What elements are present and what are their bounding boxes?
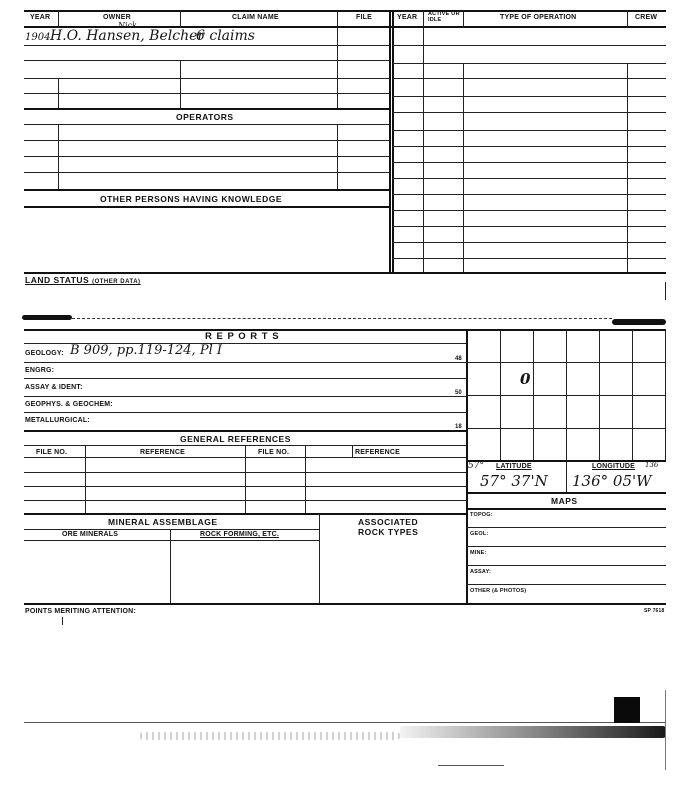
- land-status-sublabel: (OTHER DATA): [92, 279, 141, 285]
- associated-label-2: ROCK TYPES: [358, 527, 419, 537]
- longitude-degree-note: 136: [645, 461, 659, 469]
- scan-speckle: [140, 732, 400, 740]
- header-year: YEAR: [30, 14, 51, 21]
- entry-claims: 6 claims: [196, 28, 255, 44]
- mineral-assemblage-title: MINERAL ASSEMBLAGE: [108, 517, 218, 527]
- report-metallurgical-code: 18: [455, 424, 462, 430]
- scan-smudge: [400, 726, 666, 738]
- report-assay-label: ASSAY & IDENT:: [25, 384, 83, 391]
- general-references-title: GENERAL REFERENCES: [180, 434, 291, 444]
- report-geology-value: B 909, pp.119-124, Pl I: [70, 343, 222, 358]
- col-reference-2: REFERENCE: [355, 449, 400, 456]
- map-geol: GEOL:: [470, 531, 489, 537]
- report-geophys-label: GEOPHYS. & GEOCHEM:: [25, 401, 113, 408]
- owner-nickname-note: Nick: [118, 21, 137, 30]
- other-persons-label: OTHER PERSONS HAVING KNOWLEDGE: [100, 194, 283, 204]
- report-geology-code: 48: [455, 356, 462, 362]
- reports-title: R E P O R T S: [205, 331, 280, 342]
- map-assay: ASSAY:: [470, 569, 492, 575]
- map-mine: MINE:: [470, 550, 487, 556]
- report-metallurgical-label: METALLURGICAL:: [25, 417, 90, 424]
- associated-label-1: ASSOCIATED: [358, 517, 419, 527]
- col-reference: REFERENCE: [140, 449, 185, 456]
- land-status-label: [25, 275, 141, 285]
- latitude-label: LATITUDE: [496, 463, 532, 470]
- points-meriting-attention-label: POINTS MERITING ATTENTION:: [25, 608, 136, 615]
- ore-minerals-label: ORE MINERALS: [62, 531, 119, 538]
- operators-label: OPERATORS: [176, 112, 234, 122]
- latitude-value: 57° 37'N: [480, 472, 548, 490]
- rock-forming-label: ROCK FORMING, ETC.: [200, 531, 280, 538]
- entry-owner: H.O. Hansen, Belcher: [50, 28, 205, 44]
- header-owner: OWNER: [103, 14, 131, 21]
- map-other: OTHER (& PHOTOS): [470, 588, 527, 594]
- report-geology-label: GEOLOGY:: [25, 350, 64, 357]
- header-active-or-idle: ACTIVE OR IDLE: [428, 11, 460, 23]
- land-status-title: LAND STATUS: [25, 275, 90, 285]
- header-crew: CREW: [635, 14, 658, 21]
- report-engrg-label: ENGRG:: [25, 367, 55, 374]
- header-type-of-operation: TYPE OF OPERATION: [500, 14, 577, 21]
- header-year-2: YEAR: [397, 14, 418, 21]
- header-claim-name: CLAIM NAME: [232, 14, 279, 21]
- report-assay-code: 50: [455, 390, 462, 396]
- col-file-no: FILE NO.: [36, 449, 68, 456]
- header-file: FILE: [356, 14, 372, 21]
- col-file-no-2: FILE NO.: [258, 449, 290, 456]
- longitude-value: 136° 05'W: [572, 472, 652, 490]
- map-topog: TOPOG:: [470, 512, 493, 518]
- grid-location-mark: 0: [520, 370, 531, 388]
- entry-year: 1904: [25, 32, 51, 43]
- form-code: SP 7618: [644, 608, 665, 614]
- maps-title: MAPS: [551, 496, 578, 506]
- longitude-label: LONGITUDE: [592, 463, 636, 470]
- latitude-degree-note: 57°: [468, 461, 484, 471]
- black-square-mark: [614, 697, 640, 723]
